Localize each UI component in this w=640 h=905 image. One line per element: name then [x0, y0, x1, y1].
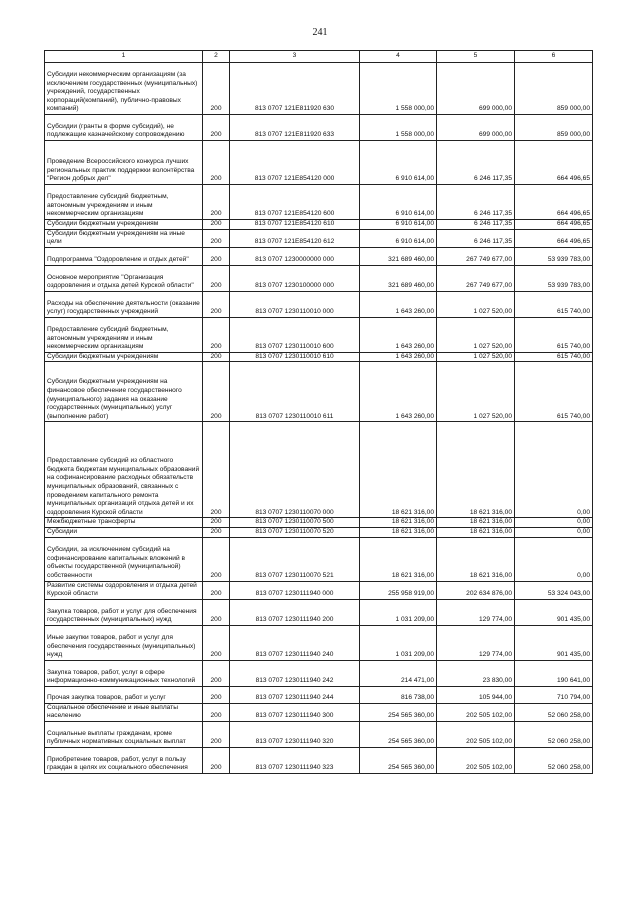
line-item-name: Приобретение товаров, работ, услуг в пользу граждан в целях их социального обеспечения: [45, 747, 203, 773]
amount-col4: 1 558 000,00: [360, 115, 437, 141]
amount-col5: 202 505 102,00: [437, 703, 515, 721]
amount-col6: 859 000,00: [515, 63, 593, 115]
line-item-name: Расходы на обеспечение деятельности (оказание услуг) государственных учреждений: [45, 291, 203, 317]
admin-code: 200: [203, 352, 230, 362]
amount-col4: 6 910 614,00: [360, 220, 437, 230]
amount-col4: 1 558 000,00: [360, 63, 437, 115]
amount-col6: 0,00: [515, 422, 593, 518]
table-row: [45, 352, 593, 362]
classification-code: 813 0707 1230111940 244: [230, 686, 360, 703]
admin-code: 200: [203, 537, 230, 581]
column-number: 2: [203, 51, 230, 63]
classification-code: 813 0707 1230111940 323: [230, 747, 360, 773]
amount-col5: 105 944,00: [437, 686, 515, 703]
amount-col6: 710 794,00: [515, 686, 593, 703]
column-number-row: [45, 51, 593, 63]
line-item-name: Межбюджетные трансферты: [45, 518, 203, 528]
amount-col4: 1 031 209,00: [360, 625, 437, 660]
amount-col6: 859 000,00: [515, 115, 593, 141]
amount-col4: 321 689 460,00: [360, 247, 437, 265]
admin-code: 200: [203, 247, 230, 265]
amount-col5: 129 774,00: [437, 625, 515, 660]
line-item-name: Субсидии бюджетным учреждениям: [45, 352, 203, 362]
amount-col5: 699 000,00: [437, 63, 515, 115]
table-row: [45, 660, 593, 686]
admin-code: 200: [203, 518, 230, 528]
classification-code: 813 0707 121E854120 000: [230, 141, 360, 185]
classification-code: 813 0707 121E854120 610: [230, 220, 360, 230]
admin-code: 200: [203, 220, 230, 230]
table-row: [45, 518, 593, 528]
classification-code: 813 0707 1230110070 520: [230, 527, 360, 537]
line-item-name: Прочая закупка товаров, работ и услуг: [45, 686, 203, 703]
classification-code: 813 0707 1230111940 242: [230, 660, 360, 686]
table-row: [45, 703, 593, 721]
column-number: 4: [360, 51, 437, 63]
line-item-name: Предоставление субсидий из областного бюджета бюджетам муниципальных образований на софинансирование расходных обязательств муниципальных образований, связанных с проведением капитального ремонта муниципальных организаций отдыха детей и их оздоровления Курской области: [45, 422, 203, 518]
line-item-name: Предоставление субсидий бюджетным, автономным учреждениям и иным некоммерческим организациям: [45, 185, 203, 220]
table-row: [45, 581, 593, 599]
line-item-name: Субсидии бюджетным учреждениям на финансовое обеспечение государственного (муниципального) задания на оказание государственных (муниципальных) услуг (выполнение работ): [45, 362, 203, 422]
amount-col6: 664 496,65: [515, 185, 593, 220]
classification-code: 813 0707 1230111940 320: [230, 721, 360, 747]
classification-code: 813 0707 1230110070 521: [230, 537, 360, 581]
amount-col4: 254 565 360,00: [360, 747, 437, 773]
amount-col5: 202 634 876,00: [437, 581, 515, 599]
amount-col4: 214 471,00: [360, 660, 437, 686]
admin-code: 200: [203, 229, 230, 247]
amount-col6: 52 060 258,00: [515, 747, 593, 773]
amount-col4: 1 643 260,00: [360, 352, 437, 362]
classification-code: 813 0707 1230110010 000: [230, 291, 360, 317]
amount-col5: 18 621 316,00: [437, 537, 515, 581]
amount-col5: 23 830,00: [437, 660, 515, 686]
amount-col5: 18 621 316,00: [437, 527, 515, 537]
column-number: 3: [230, 51, 360, 63]
admin-code: 200: [203, 581, 230, 599]
admin-code: 200: [203, 422, 230, 518]
amount-col6: 53 939 783,00: [515, 265, 593, 291]
table-row: [45, 63, 593, 115]
amount-col5: 18 621 316,00: [437, 422, 515, 518]
admin-code: 200: [203, 185, 230, 220]
table-row: [45, 220, 593, 230]
amount-col6: 615 740,00: [515, 352, 593, 362]
table-row: [45, 686, 593, 703]
line-item-name: Основное мероприятие "Организация оздоровления и отдыха детей Курской области": [45, 265, 203, 291]
admin-code: 200: [203, 747, 230, 773]
line-item-name: Субсидии бюджетным учреждениям: [45, 220, 203, 230]
admin-code: 200: [203, 141, 230, 185]
amount-col5: 267 749 677,00: [437, 265, 515, 291]
amount-col4: 321 689 460,00: [360, 265, 437, 291]
classification-code: 813 0707 1230110070 000: [230, 422, 360, 518]
amount-col4: 18 621 316,00: [360, 422, 437, 518]
classification-code: 813 0707 121E811920 630: [230, 63, 360, 115]
page-number: 241: [312, 27, 328, 38]
classification-code: 813 0707 1230100000 000: [230, 265, 360, 291]
table-row: [45, 141, 593, 185]
amount-col4: 255 958 919,00: [360, 581, 437, 599]
table-row: [45, 291, 593, 317]
classification-code: 813 0707 1230111940 000: [230, 581, 360, 599]
table-row: [45, 721, 593, 747]
amount-col6: 615 740,00: [515, 291, 593, 317]
table-row: [45, 422, 593, 518]
amount-col4: 816 738,00: [360, 686, 437, 703]
amount-col6: 664 496,65: [515, 229, 593, 247]
admin-code: 200: [203, 527, 230, 537]
amount-col4: 18 621 316,00: [360, 518, 437, 528]
line-item-name: Закупка товаров, работ, услуг в сфере информационно-коммуникационных технологий: [45, 660, 203, 686]
amount-col4: 1 643 260,00: [360, 317, 437, 352]
line-item-name: Проведение Всероссийского конкурса лучших региональных практик поддержки волонтёрства "Регион добрых дел": [45, 141, 203, 185]
amount-col4: 1 643 260,00: [360, 362, 437, 422]
amount-col6: 615 740,00: [515, 362, 593, 422]
admin-code: 200: [203, 686, 230, 703]
admin-code: 200: [203, 721, 230, 747]
amount-col6: 52 060 258,00: [515, 721, 593, 747]
table-row: [45, 527, 593, 537]
admin-code: 200: [203, 115, 230, 141]
line-item-name: Закупка товаров, работ и услуг для обеспечения государственных (муниципальных) нужд: [45, 599, 203, 625]
classification-code: 813 0707 1230000000 000: [230, 247, 360, 265]
amount-col5: 202 505 102,00: [437, 747, 515, 773]
amount-col4: 18 621 316,00: [360, 537, 437, 581]
admin-code: 200: [203, 63, 230, 115]
amount-col6: 0,00: [515, 527, 593, 537]
amount-col5: 202 505 102,00: [437, 721, 515, 747]
line-item-name: Субсидии некоммерческим организациям (за исключением государственных (муниципальных) учреждений, государственных корпораций(компаний), публично-правовых компаний): [45, 63, 203, 115]
admin-code: 200: [203, 291, 230, 317]
table-row: [45, 747, 593, 773]
line-item-name: Субсидии: [45, 527, 203, 537]
amount-col6: 901 435,00: [515, 625, 593, 660]
amount-col5: 267 749 677,00: [437, 247, 515, 265]
amount-col4: 1 643 260,00: [360, 291, 437, 317]
line-item-name: Социальные выплаты гражданам, кроме публичных нормативных социальных выплат: [45, 721, 203, 747]
table-body: [45, 63, 593, 774]
classification-code: 813 0707 1230110010 600: [230, 317, 360, 352]
classification-code: 813 0707 121E854120 612: [230, 229, 360, 247]
classification-code: 813 0707 1230110010 610: [230, 352, 360, 362]
table-row: [45, 625, 593, 660]
amount-col6: 53 324 043,00: [515, 581, 593, 599]
admin-code: 200: [203, 265, 230, 291]
amount-col5: 18 621 316,00: [437, 518, 515, 528]
line-item-name: Предоставление субсидий бюджетным, автономным учреждениям и иным некоммерческим организациям: [45, 317, 203, 352]
admin-code: 200: [203, 660, 230, 686]
admin-code: 200: [203, 317, 230, 352]
amount-col5: 1 027 520,00: [437, 291, 515, 317]
classification-code: 813 0707 1230110010 611: [230, 362, 360, 422]
amount-col6: 0,00: [515, 537, 593, 581]
line-item-name: Подпрограмма "Оздоровление и отдых детей": [45, 247, 203, 265]
line-item-name: Субсидии, за исключением субсидий на софинансирование капитальных вложений в объекты государственной (муниципальной) собственности: [45, 537, 203, 581]
amount-col6: 664 496,65: [515, 220, 593, 230]
amount-col5: 129 774,00: [437, 599, 515, 625]
column-number: 6: [515, 51, 593, 63]
amount-col6: 190 641,00: [515, 660, 593, 686]
amount-col5: 6 246 117,35: [437, 185, 515, 220]
admin-code: 200: [203, 362, 230, 422]
amount-col6: 53 939 783,00: [515, 247, 593, 265]
classification-code: 813 0707 121E811920 633: [230, 115, 360, 141]
table-row: [45, 185, 593, 220]
admin-code: 200: [203, 703, 230, 721]
line-item-name: Субсидии бюджетным учреждениям на иные цели: [45, 229, 203, 247]
table-row: [45, 229, 593, 247]
amount-col4: 18 621 316,00: [360, 527, 437, 537]
line-item-name: Социальное обеспечение и иные выплаты населению: [45, 703, 203, 721]
line-item-name: Развитие системы оздоровления и отдыха детей Курской области: [45, 581, 203, 599]
table-row: [45, 599, 593, 625]
budget-table: [44, 50, 593, 774]
table-row: [45, 265, 593, 291]
line-item-name: Иные закупки товаров, работ и услуг для обеспечения государственных (муниципальных) нужд: [45, 625, 203, 660]
amount-col4: 254 565 360,00: [360, 703, 437, 721]
amount-col5: 1 027 520,00: [437, 352, 515, 362]
amount-col4: 6 910 614,00: [360, 185, 437, 220]
table-row: [45, 317, 593, 352]
table-row: [45, 362, 593, 422]
amount-col4: 254 565 360,00: [360, 721, 437, 747]
amount-col5: 1 027 520,00: [437, 362, 515, 422]
amount-col6: 664 496,65: [515, 141, 593, 185]
amount-col5: 699 000,00: [437, 115, 515, 141]
amount-col5: 6 246 117,35: [437, 220, 515, 230]
amount-col6: 615 740,00: [515, 317, 593, 352]
admin-code: 200: [203, 625, 230, 660]
column-number: 1: [45, 51, 203, 63]
amount-col4: 6 910 614,00: [360, 229, 437, 247]
column-number: 5: [437, 51, 515, 63]
amount-col6: 52 060 258,00: [515, 703, 593, 721]
table-row: [45, 247, 593, 265]
amount-col4: 6 910 614,00: [360, 141, 437, 185]
classification-code: 813 0707 1230111940 200: [230, 599, 360, 625]
amount-col4: 1 031 209,00: [360, 599, 437, 625]
classification-code: 813 0707 121E854120 600: [230, 185, 360, 220]
line-item-name: Субсидии (гранты в форме субсидий), не подлежащие казначейскому сопровождению: [45, 115, 203, 141]
admin-code: 200: [203, 599, 230, 625]
table-row: [45, 115, 593, 141]
classification-code: 813 0707 1230111940 300: [230, 703, 360, 721]
amount-col6: 0,00: [515, 518, 593, 528]
amount-col6: 901 435,00: [515, 599, 593, 625]
amount-col5: 6 246 117,35: [437, 141, 515, 185]
amount-col5: 1 027 520,00: [437, 317, 515, 352]
classification-code: 813 0707 1230110070 500: [230, 518, 360, 528]
amount-col5: 6 246 117,35: [437, 229, 515, 247]
table-row: [45, 537, 593, 581]
classification-code: 813 0707 1230111940 240: [230, 625, 360, 660]
